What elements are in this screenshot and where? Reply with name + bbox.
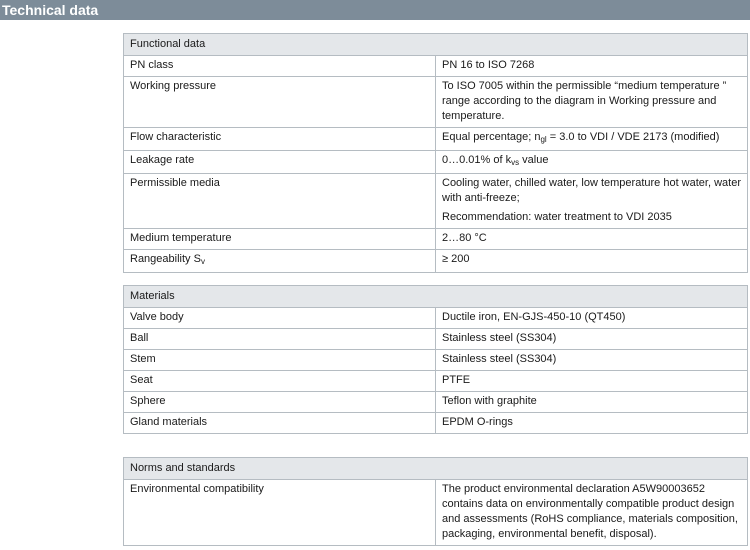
permissible-media-value bbox=[436, 174, 748, 229]
table-header-row bbox=[124, 34, 748, 56]
materials-heading: Materials bbox=[124, 286, 748, 308]
section-title: Technical data bbox=[0, 0, 750, 20]
environmental-compatibility-value: The product environmental declaration A5W90003652 contains data on environmentally compatible product design and assessments (RoHS compliance, materials composition, packaging, environmental benefit, disposal). bbox=[436, 480, 748, 546]
table-row bbox=[124, 250, 748, 273]
valve-body-label: Valve body bbox=[124, 308, 436, 329]
leakage-text-end: value bbox=[519, 154, 549, 166]
functional-data-heading: Functional data bbox=[124, 34, 748, 56]
valve-body-value: Ductile iron, EN-GJS-450-10 (QT450) bbox=[436, 308, 748, 329]
medium-temperature-label: Medium temperature bbox=[124, 229, 436, 250]
table-row bbox=[124, 480, 748, 546]
table-row bbox=[124, 371, 748, 392]
table-row bbox=[124, 350, 748, 371]
rangeability-value: ≥ 200 bbox=[436, 250, 748, 273]
rangeability-subscript: v bbox=[200, 257, 205, 266]
working-pressure-value bbox=[436, 77, 748, 128]
media-line-2: Recommendation: water treatment to VDI 2035 bbox=[442, 211, 672, 223]
working-pressure-end: . bbox=[501, 110, 505, 122]
table-row bbox=[124, 77, 748, 128]
working-pressure-link[interactable]: Working pressure and temperature bbox=[442, 95, 717, 122]
table-row bbox=[124, 413, 748, 434]
flow-characteristic-label: Flow characteristic bbox=[124, 128, 436, 151]
table-row bbox=[124, 56, 748, 77]
table-row bbox=[124, 329, 748, 350]
stem-label: Stem bbox=[124, 350, 436, 371]
medium-temperature-value: 2…80 °C bbox=[436, 229, 748, 250]
pn-class-label: PN class bbox=[124, 56, 436, 77]
flow-text-end: = 3.0 to VDI / VDE 2173 (modified) bbox=[546, 131, 720, 143]
ball-value: Stainless steel (SS304) bbox=[436, 329, 748, 350]
permissible-media-label: Permissible media bbox=[124, 174, 436, 229]
table-row bbox=[124, 174, 748, 229]
leakage-text: 0…0.01% of k bbox=[442, 154, 512, 166]
table-header-row bbox=[124, 286, 748, 308]
environmental-compatibility-label: Environmental compatibility bbox=[124, 480, 436, 546]
flow-text: Equal percentage; n bbox=[442, 131, 541, 143]
flow-characteristic-value bbox=[436, 128, 748, 151]
table-row bbox=[124, 392, 748, 413]
table-row bbox=[124, 229, 748, 250]
working-pressure-label: Working pressure bbox=[124, 77, 436, 128]
functional-data-table bbox=[123, 33, 748, 273]
media-line-1: Cooling water, chilled water, low temperature hot water, water with anti-freeze; bbox=[442, 177, 741, 204]
flow-subscript: gl bbox=[540, 135, 547, 144]
gland-materials-label: Gland materials bbox=[124, 413, 436, 434]
stem-value: Stainless steel (SS304) bbox=[436, 350, 748, 371]
gland-materials-value: EPDM O-rings bbox=[436, 413, 748, 434]
table-row bbox=[124, 128, 748, 151]
ball-label: Ball bbox=[124, 329, 436, 350]
table-row bbox=[124, 151, 748, 174]
seat-label: Seat bbox=[124, 371, 436, 392]
leakage-rate-label: Leakage rate bbox=[124, 151, 436, 174]
seat-value: PTFE bbox=[436, 371, 748, 392]
rangeability-text: Rangeability S bbox=[130, 253, 201, 265]
table-row bbox=[124, 308, 748, 329]
norms-table bbox=[123, 457, 748, 546]
table-header-row bbox=[124, 458, 748, 480]
working-pressure-text: To ISO 7005 within the permissible “medium temperature ” range according to the diagram in bbox=[442, 80, 727, 107]
leakage-rate-value bbox=[436, 151, 748, 174]
norms-heading: Norms and standards bbox=[124, 458, 748, 480]
pn-class-value: PN 16 to ISO 7268 bbox=[436, 56, 748, 77]
rangeability-label bbox=[124, 250, 436, 273]
leakage-subscript: vs bbox=[511, 158, 520, 167]
materials-table bbox=[123, 285, 748, 434]
sphere-label: Sphere bbox=[124, 392, 436, 413]
sphere-value: Teflon with graphite bbox=[436, 392, 748, 413]
